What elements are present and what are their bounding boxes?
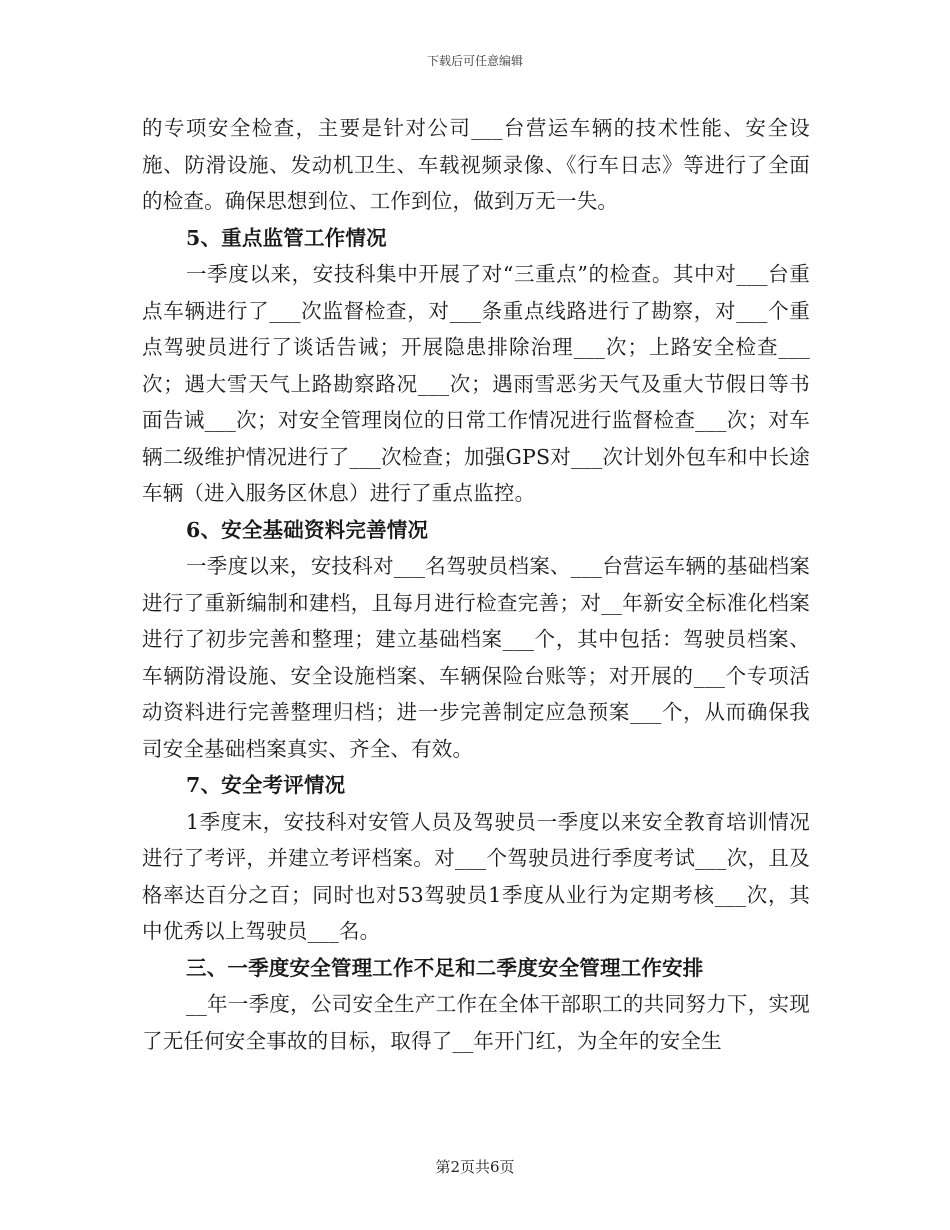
section-heading-6: 6、安全基础资料完善情况 [186, 517, 429, 542]
page-footer: 第2页共6页 [435, 1158, 515, 1176]
document-body [142, 110, 810, 1059]
page-header: 下载后可任意编辑 [426, 54, 523, 68]
paragraph-safety-inspection: 的专项安全检查，主要是针对公司___台营运车辆的技术性能、安全设施、防滑设施、发动机卫生、车载视频录像、《行车日志》等进行了全面的检查。确保思想到位、工作到位，做到万无一失。 [142, 116, 810, 213]
section-heading-7: 7、安全考评情况 [186, 773, 346, 797]
section-heading-3: 三、一季度安全管理工作不足和二季度安全管理工作安排 [186, 955, 704, 980]
paragraph-basic-records: 一季度以来，安技科对___名驾驶员档案、___台营运车辆的基础档案进行了重新编制和建档，且每月进行检查完善；对__年新安全标准化档案进行了初步完善和整理；建立基础档案___个，其中包括：驾驶员档案、车辆防滑设施、安全设施档案、车辆保险台账等；对开展的___个专项活动资料进行完善整理归档；进一步完善制定应急预案___个，从而确保我司安全基础档案真实、齐全、有效。 [142, 554, 810, 761]
paragraph-safety-evaluation: 1季度末，安技科对安管人员及驾驶员一季度以来安全教育培训情况进行了考评，并建立考评档案。对___个驾驶员进行季度考试___次，且及格率达百分之百；同时也对53驾驶员1季度从业行为定期考核___次，其中优秀以上驾驶员___名。 [142, 809, 810, 943]
paragraph-key-supervision: 一季度以来，安技科集中开展了对“三重点”的检查。其中对___台重点车辆进行了___次监督检查，对___条重点线路进行了勘察，对___个重点驾驶员进行了谈话告诫；开展隐患排除治理___次；上路安全检查___次；遇大雪天气上路勘察路况___次；遇雨雪恶劣天气及重大节假日等书面告诫___次；对安全管理岗位的日常工作情况进行监督检查___次；对车辆二级维护情况进行了___次检查；加强GPS对___次计划外包车和中长途车辆（进入服务区休息）进行了重点监控。 [142, 262, 810, 505]
paragraph-q1-summary: __年一季度，公司安全生产工作在全体干部职工的共同努力下，实现了无任何安全事故的目标，取得了__年开门红，为全年的安全生 [142, 992, 810, 1053]
section-heading-5: 5、重点监管工作情况 [186, 225, 387, 250]
